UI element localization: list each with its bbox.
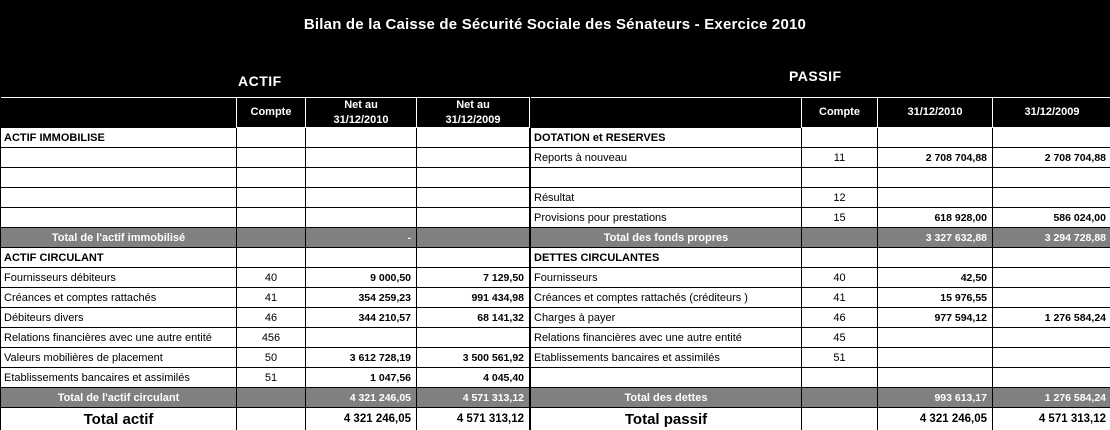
passif-label-cell: Reports à nouveau	[531, 148, 802, 168]
passif-table-row	[531, 128, 1110, 148]
passif-v2010-cell: 993 613,17	[878, 388, 993, 408]
actif-table	[0, 97, 530, 430]
passif-label-cell: DETTES CIRCULANTES	[531, 248, 802, 268]
actif-table-row	[1, 288, 530, 308]
actif-v2009-cell: 3 500 561,92	[417, 348, 530, 368]
actif-label-cell: ACTIF IMMOBILISE	[1, 128, 237, 148]
actif-v2010-cell	[306, 128, 417, 148]
passif-v2009-cell: 4 571 313,12	[993, 408, 1110, 430]
actif-label-cell: Relations financières avec une autre entité	[1, 328, 237, 348]
passif-label-cell: Résultat	[531, 188, 802, 208]
passif-label-cell: Fournisseurs	[531, 268, 802, 288]
passif-table	[530, 97, 1110, 430]
actif-v2010-cell: 4 321 246,05	[306, 388, 417, 408]
passif-2010-header: 31/12/2010	[878, 98, 993, 128]
actif-label-cell: Créances et comptes rattachés	[1, 288, 237, 308]
passif-v2009-cell	[993, 368, 1110, 388]
date-2010-label: 31/12/2010	[333, 113, 389, 126]
actif-v2009-cell: 4 571 313,12	[417, 388, 530, 408]
date-2009-label: 31/12/2009	[445, 113, 501, 126]
actif-table-row	[1, 368, 530, 388]
passif-compte-cell	[802, 168, 878, 188]
passif-v2009-cell: 1 276 584,24	[993, 388, 1110, 408]
actif-v2010-cell	[306, 148, 417, 168]
passif-label-header	[531, 98, 802, 128]
passif-table-row	[531, 408, 1110, 430]
passif-v2010-cell	[878, 168, 993, 188]
passif-2009-header: 31/12/2009	[993, 98, 1110, 128]
actif-table-row	[1, 268, 530, 288]
passif-label-cell: Relations financières avec une autre entité	[531, 328, 802, 348]
actif-v2009-cell	[417, 148, 530, 168]
passif-v2010-cell: 42,50	[878, 268, 993, 288]
passif-table-row	[531, 208, 1110, 228]
actif-compte-cell: 50	[237, 348, 306, 368]
actif-v2010-cell: 1 047,56	[306, 368, 417, 388]
passif-table-row	[531, 188, 1110, 208]
actif-compte-header: Compte	[237, 98, 306, 128]
passif-v2010-cell	[878, 328, 993, 348]
passif-v2009-cell: 586 024,00	[993, 208, 1110, 228]
passif-v2009-cell	[993, 348, 1110, 368]
passif-compte-cell: 11	[802, 148, 878, 168]
actif-v2010-cell	[306, 248, 417, 268]
actif-table-row	[1, 348, 530, 368]
passif-v2010-cell: 977 594,12	[878, 308, 993, 328]
actif-label-cell: Débiteurs divers	[1, 308, 237, 328]
passif-heading: PASSIF	[789, 68, 842, 84]
net-au-label: Net au	[456, 99, 490, 112]
passif-table-row	[531, 148, 1110, 168]
passif-label-cell: Provisions pour prestations	[531, 208, 802, 228]
passif-compte-cell: 12	[802, 188, 878, 208]
actif-compte-cell: 40	[237, 268, 306, 288]
actif-v2009-cell: 7 129,50	[417, 268, 530, 288]
actif-v2010-cell	[306, 208, 417, 228]
passif-v2010-cell: 15 976,55	[878, 288, 993, 308]
actif-table-row	[1, 388, 530, 408]
actif-compte-cell	[237, 168, 306, 188]
passif-compte-cell	[802, 408, 878, 430]
passif-table-row	[531, 228, 1110, 248]
actif-label-cell: Valeurs mobilières de placement	[1, 348, 237, 368]
passif-table-row	[531, 248, 1110, 268]
passif-table-row	[531, 328, 1110, 348]
passif-label-cell: Total passif	[531, 408, 802, 430]
actif-table-row	[1, 328, 530, 348]
passif-label-cell: Total des dettes	[531, 388, 802, 408]
actif-heading: ACTIF	[238, 73, 282, 89]
passif-table-row	[531, 268, 1110, 288]
actif-label-cell	[1, 168, 237, 188]
actif-v2010-cell: -	[306, 228, 417, 248]
actif-compte-cell	[237, 388, 306, 408]
passif-header-row	[531, 98, 1110, 128]
passif-compte-cell: 41	[802, 288, 878, 308]
passif-label-cell: DOTATION et RESERVES	[531, 128, 802, 148]
passif-v2009-cell	[993, 168, 1110, 188]
actif-compte-cell	[237, 248, 306, 268]
actif-v2010-cell	[306, 328, 417, 348]
passif-v2009-cell: 3 294 728,88	[993, 228, 1110, 248]
actif-table-row	[1, 228, 530, 248]
actif-label-cell: Total de l'actif immobilisé	[1, 228, 237, 248]
actif-table-row	[1, 168, 530, 188]
actif-v2010-cell: 9 000,50	[306, 268, 417, 288]
passif-compte-header: Compte	[802, 98, 878, 128]
passif-label-cell: Etablissements bancaires et assimilés	[531, 348, 802, 368]
actif-v2010-cell	[306, 188, 417, 208]
actif-label-header	[1, 98, 237, 128]
passif-v2010-cell	[878, 128, 993, 148]
actif-compte-cell	[237, 188, 306, 208]
actif-label-cell	[1, 148, 237, 168]
actif-header-row	[1, 98, 530, 128]
actif-label-cell	[1, 188, 237, 208]
passif-v2009-cell	[993, 128, 1110, 148]
actif-net-2010-header	[306, 98, 417, 128]
actif-label-cell: Total actif	[1, 408, 237, 430]
passif-v2010-cell	[878, 368, 993, 388]
passif-v2010-cell	[878, 248, 993, 268]
actif-v2009-cell	[417, 248, 530, 268]
passif-table-row	[531, 288, 1110, 308]
actif-table-row	[1, 308, 530, 328]
actif-v2009-cell	[417, 128, 530, 148]
actif-compte-cell: 456	[237, 328, 306, 348]
passif-compte-cell: 15	[802, 208, 878, 228]
actif-v2009-cell: 4 571 313,12	[417, 408, 530, 430]
actif-compte-cell	[237, 208, 306, 228]
passif-v2009-cell	[993, 248, 1110, 268]
actif-v2009-cell: 4 045,40	[417, 368, 530, 388]
passif-v2009-cell	[993, 268, 1110, 288]
passif-v2009-cell	[993, 288, 1110, 308]
actif-label-cell: Fournisseurs débiteurs	[1, 268, 237, 288]
actif-compte-cell	[237, 408, 306, 430]
passif-compte-cell	[802, 388, 878, 408]
passif-table-row	[531, 368, 1110, 388]
passif-v2010-cell: 3 327 632,88	[878, 228, 993, 248]
balance-sheet-tables	[0, 97, 1110, 430]
actif-compte-cell: 46	[237, 308, 306, 328]
passif-label-cell: Total des fonds propres	[531, 228, 802, 248]
actif-table-row	[1, 128, 530, 148]
passif-v2009-cell	[993, 328, 1110, 348]
actif-label-cell: Total de l'actif circulant	[1, 388, 237, 408]
actif-net-2009-header	[417, 98, 530, 128]
actif-label-cell	[1, 208, 237, 228]
actif-compte-cell	[237, 148, 306, 168]
actif-v2009-cell	[417, 188, 530, 208]
passif-v2010-cell	[878, 348, 993, 368]
net-au-label: Net au	[344, 99, 378, 112]
actif-compte-cell: 51	[237, 368, 306, 388]
actif-v2010-cell	[306, 168, 417, 188]
passif-table-row	[531, 388, 1110, 408]
actif-compte-cell	[237, 128, 306, 148]
actif-v2009-cell	[417, 168, 530, 188]
actif-label-cell: Etablissements bancaires et assimilés	[1, 368, 237, 388]
passif-v2010-cell: 618 928,00	[878, 208, 993, 228]
actif-compte-cell	[237, 228, 306, 248]
actif-v2010-cell: 4 321 246,05	[306, 408, 417, 430]
passif-compte-cell: 40	[802, 268, 878, 288]
actif-v2009-cell	[417, 228, 530, 248]
actif-v2010-cell: 354 259,23	[306, 288, 417, 308]
passif-compte-cell	[802, 228, 878, 248]
actif-v2009-cell: 991 434,98	[417, 288, 530, 308]
actif-compte-cell: 41	[237, 288, 306, 308]
passif-compte-cell	[802, 368, 878, 388]
passif-v2009-cell: 2 708 704,88	[993, 148, 1110, 168]
passif-compte-cell: 45	[802, 328, 878, 348]
actif-table-row	[1, 188, 530, 208]
actif-table-row	[1, 208, 530, 228]
actif-label-cell: ACTIF CIRCULANT	[1, 248, 237, 268]
actif-table-row	[1, 248, 530, 268]
actif-v2010-cell: 3 612 728,19	[306, 348, 417, 368]
actif-table-row	[1, 408, 530, 430]
passif-v2009-cell: 1 276 584,24	[993, 308, 1110, 328]
passif-label-cell	[531, 368, 802, 388]
actif-v2009-cell	[417, 328, 530, 348]
actif-v2009-cell	[417, 208, 530, 228]
passif-table-row	[531, 348, 1110, 368]
passif-table-row	[531, 168, 1110, 188]
page-title: Bilan de la Caisse de Sécurité Sociale des Sénateurs - Exercice 2010	[303, 16, 807, 33]
passif-compte-cell	[802, 248, 878, 268]
passif-v2010-cell	[878, 188, 993, 208]
passif-label-cell	[531, 168, 802, 188]
passif-compte-cell: 51	[802, 348, 878, 368]
passif-label-cell: Charges à payer	[531, 308, 802, 328]
passif-v2009-cell	[993, 188, 1110, 208]
actif-v2009-cell: 68 141,32	[417, 308, 530, 328]
passif-compte-cell	[802, 128, 878, 148]
passif-v2010-cell: 4 321 246,05	[878, 408, 993, 430]
actif-table-row	[1, 148, 530, 168]
actif-v2010-cell: 344 210,57	[306, 308, 417, 328]
passif-compte-cell: 46	[802, 308, 878, 328]
passif-label-cell: Créances et comptes rattachés (créditeurs )	[531, 288, 802, 308]
passif-v2010-cell: 2 708 704,88	[878, 148, 993, 168]
passif-table-row	[531, 308, 1110, 328]
